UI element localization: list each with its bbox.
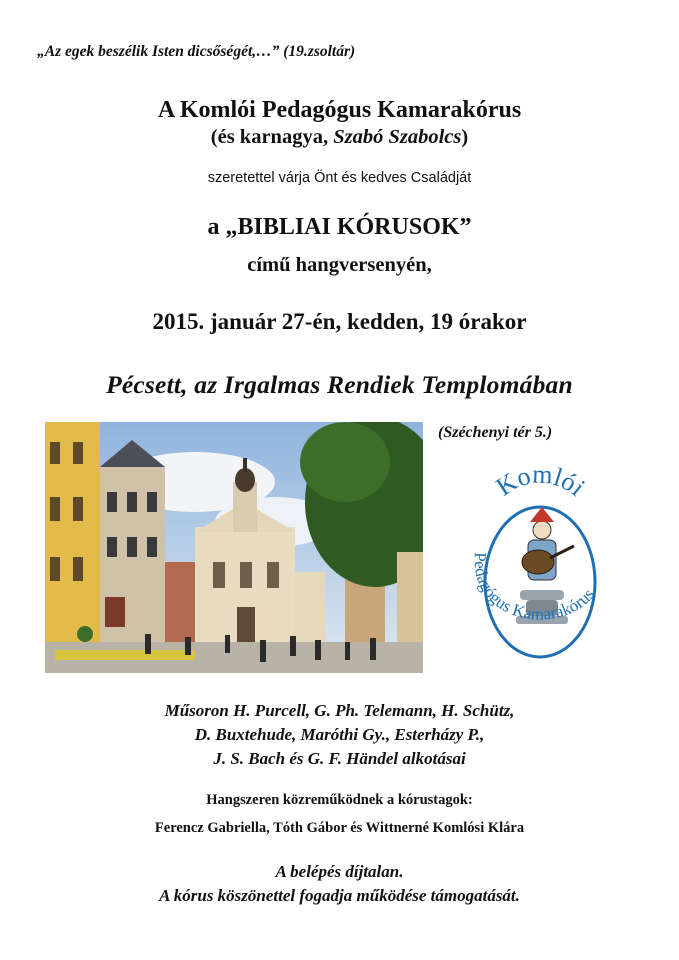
date-time: 2015. január 27-én, kedden, 19 órakor (152, 309, 527, 334)
footer-text (0, 860, 679, 908)
support-note: A kórus köszönettel fogadja működése támogatását. (159, 886, 520, 905)
conductor-prefix: (és karnagya, (210, 126, 334, 148)
invitation-text: szeretettel várja Önt és kedves Családját (207, 170, 472, 186)
concert-title: a „BIBLIAI KÓRUSOK” (207, 214, 472, 240)
conductor-suffix: ) (461, 126, 469, 148)
program-line: Műsoron H. Purcell, G. Ph. Telemann, H. Schütz, (164, 701, 515, 720)
instruments-heading: Hangszeren közreműködnek a kórustagok: (206, 792, 473, 808)
psalm-quote: „Az egek beszélik Isten dicsőségét,…” (19.zsoltár) (37, 43, 356, 60)
conductor-line (0, 126, 679, 149)
program-line: D. Buxtehude, Maróthi Gy., Esterházy P., (194, 725, 485, 744)
program-line: J. S. Bach és G. F. Händel alkotásai (213, 749, 466, 768)
free-entry: A belépés díjtalan. (275, 862, 404, 881)
program-text (0, 699, 679, 771)
concert-subtitle: című hangversenyén, (247, 254, 432, 276)
choir-name: A Komlói Pedagógus Kamarakórus (157, 97, 522, 123)
venue-address: (Széchenyi tér 5.) (438, 424, 553, 441)
church-photo (45, 422, 423, 673)
logo-arc-bottom: Pedagógus Kamarakórus (470, 551, 599, 624)
venue: Pécsett, az Irgalmas Rendiek Templomában (106, 370, 573, 399)
instrumentalists: Ferencz Gabriella, Tóth Gábor és Wittnerné Komlósi Klára (154, 820, 525, 836)
logo-arc-top: Komlói (490, 462, 591, 502)
conductor-name: Szabó Szabolcs (333, 126, 462, 148)
